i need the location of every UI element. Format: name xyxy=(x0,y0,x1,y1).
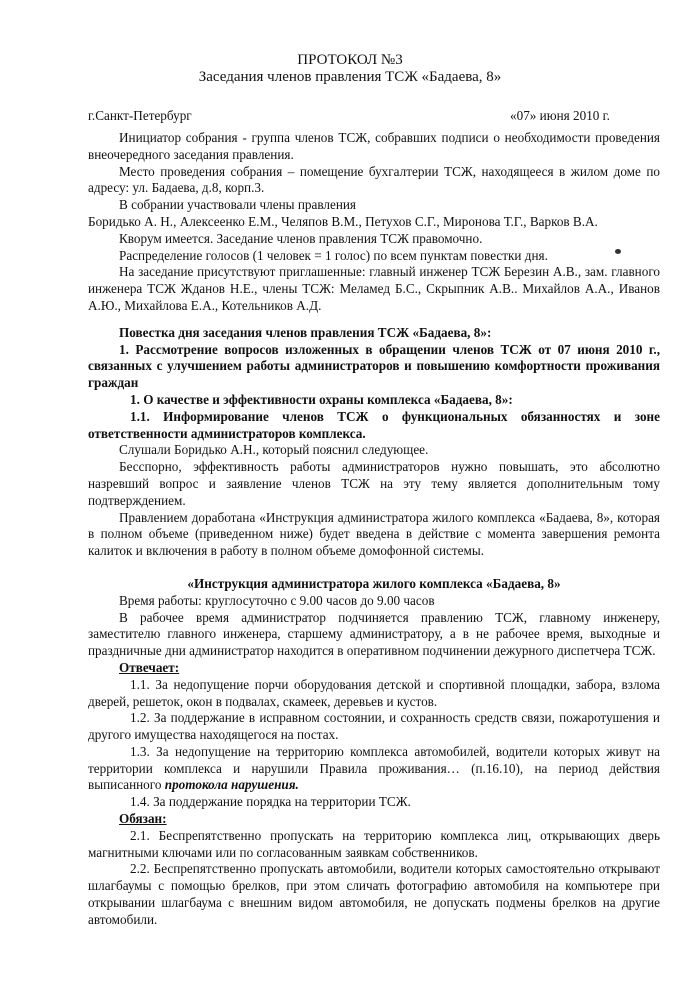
obligation-2-2: 2.2. Беспрепятственно пропускать автомобили, водители которых самостоятельно открывают шлагбаумы с помощью брелков, при этом сличать фотографию автомобиля на компьютере при открывании шлагбаума с внешним видом автомобиля, не допускать подмены брелков на другие автомобили. xyxy=(88,861,660,927)
responsibility-1-3-text: 1.3. За недопущение на территорию комплекса автомобилей, водители которых живут на территории комплекса и нарушили Правила проживания… (п.16.10), на период действия выписанного xyxy=(88,743,660,793)
city: г.Санкт-Петербург xyxy=(88,108,192,123)
violation-protocol-emphasis: протокола нарушения. xyxy=(164,777,299,793)
responsibility-1-3 xyxy=(88,744,660,794)
agenda-subitem-1-1: 1.1. Информирование членов ТСЖ о функциональных обязанностях и зоне ответственности администраторов комплекса. xyxy=(88,408,660,441)
obliged-heading: Обязан: xyxy=(119,811,167,827)
responsible-heading: Отвечает: xyxy=(119,659,180,675)
working-hours: Время работы: круглосуточно с 9.00 часов до 9.00 часов xyxy=(119,592,435,608)
responsibility-1-2: 1.2. За поддержание в исправном состоянии, и сохранность средств связи, пожаротушения и другого имущества находящегося на постах. xyxy=(88,710,660,743)
document-date: «07» июня 2010 г. xyxy=(510,108,610,123)
initiator-paragraph: Инициатор собрания - группа членов ТСЖ, собравших подписи о необходимости проведения внеочередного заседания правления. xyxy=(88,130,660,162)
agenda-paragraph-2: Правлением доработана «Инструкция администратора жилого комплекса «Бадаева, 8», которая в полном объеме (приведенном ниже) будет введена в действие с момента завершения ремонта калиток и включения в работу в полном объеме домофонной системы. xyxy=(88,509,660,559)
responsibility-1-4: 1.4. За поддержание порядка на территории ТСЖ. xyxy=(130,794,411,810)
members-label: В собрании участвовали члены правления xyxy=(119,197,357,213)
quorum-paragraph: Кворум имеется. Заседание членов правления ТСЖ правомочно. xyxy=(119,230,483,246)
place-paragraph: Место проведения собрания – помещение бухгалтерии ТСЖ, находящееся в жилом доме по адресу: ул. Бадаева, д.8, корп.3. xyxy=(88,163,660,196)
document-body xyxy=(88,130,660,929)
votes-paragraph: Распределение голосов (1 человек = 1 голос) по всем пунктам повестки дня. xyxy=(119,247,548,263)
heard-paragraph: Слушали Боридько А.Н., который пояснил следующее. xyxy=(119,442,429,458)
obligation-2-1: 2.1. Беспрепятственно пропускать на территорию комплекса лиц, открывающих дверь магнитными ключами или по согласованным заявкам собственников. xyxy=(88,827,660,860)
agenda-heading: Повестка дня заседания членов правления ТСЖ «Бадаева, 8»: xyxy=(119,324,492,340)
document-subtitle: Заседания членов правления ТСЖ «Бадаева, 8» xyxy=(198,69,502,85)
agenda-paragraph-1: Бесспорно, эффективность работы администраторов нужно повышать, это абсолютно назревший вопрос и заявление членов ТСЖ на эту тему является дополнительным тому подтверждением. xyxy=(88,459,660,508)
document-title: ПРОТОКОЛ №3 xyxy=(297,52,403,68)
members-list: Боридько А. Н., Алексеенко Е.М., Челяпов В.М., Петухов С.Г., Миронова Т.Г., Варков В.А. xyxy=(88,213,598,229)
instruction-title: «Инструкция администратора жилого комплекса «Бадаева, 8» xyxy=(187,575,561,591)
subordination-paragraph: В рабочее время администратор подчиняется правлению ТСЖ, главному инженеру, заместителю главного инженера, старшему администратору, а в не рабочее время, выходные и праздничные дни администратор находится в оперативном подчинении дежурного диспетчера ТСЖ. xyxy=(88,609,660,659)
agenda-item-1: 1. Рассмотрение вопросов изложенных в обращении членов ТСЖ от 07 июня 2010 г., связанных с улучшением работы администраторов и повышению комфортности проживания граждан xyxy=(88,341,660,391)
invited-paragraph: На заседание присутствуют приглашенные: главный инженер ТСЖ Березин А.В., зам. главного инженера ТСЖ Жданов Н.Е., члены ТСЖ: Меламед Б.С., Скрыпник А.В.. Михайлов А.А., Иванов А.Ю., Михайлова Е.А., Котельников А.Д. xyxy=(88,264,660,313)
responsibility-1-1: 1.1. За недопущение порчи оборудования детской и спортивной площадки, забора, взлома дверей, решеток, окон в подвалах, скамеек, деревьев и кустов. xyxy=(88,676,660,709)
ink-spot xyxy=(615,249,621,254)
agenda-subitem-1: 1. О качестве и эффективности охраны комплекса «Бадаева, 8»: xyxy=(130,391,513,407)
